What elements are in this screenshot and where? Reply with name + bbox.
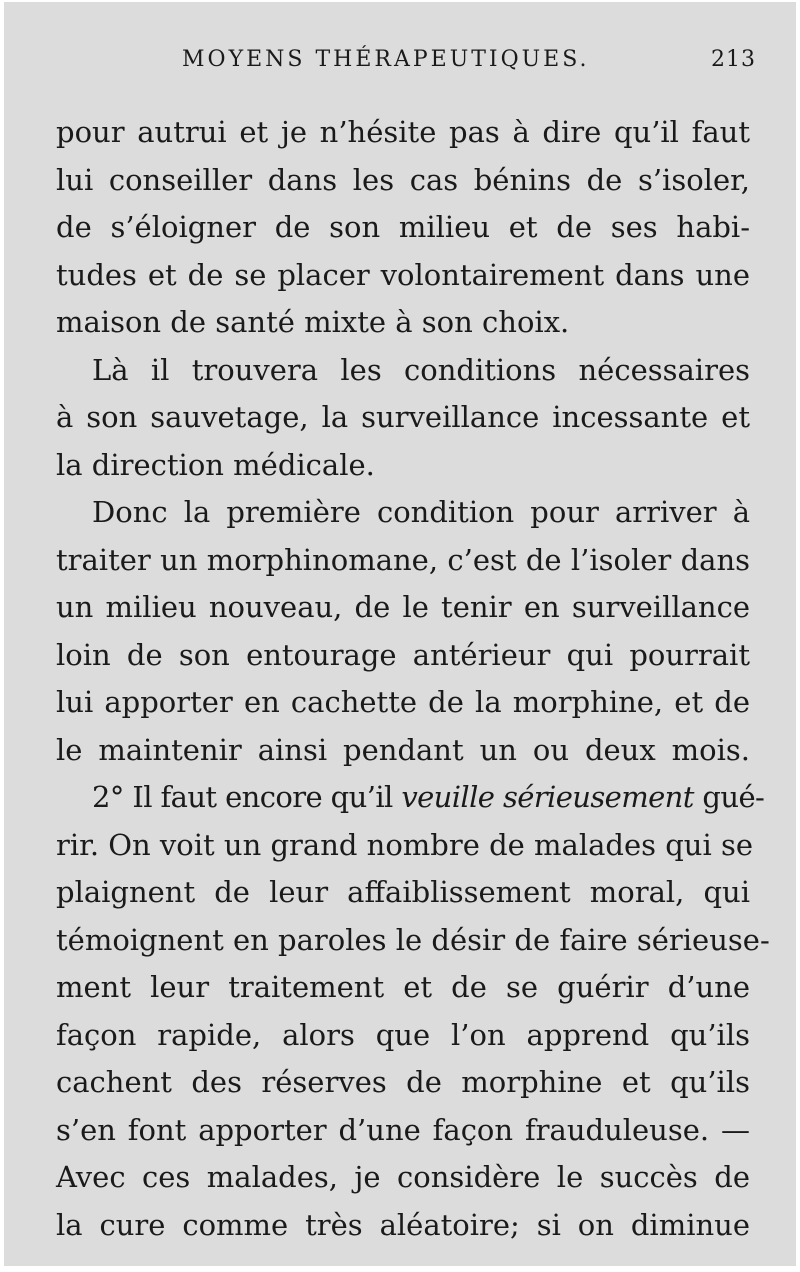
text-line: la cure comme très aléatoire; si on diminue [56, 1207, 750, 1242]
text-run: gué- [693, 780, 765, 814]
text-line: maison de santé mixte à son choix. [56, 305, 570, 339]
text-line: Donc la première condition pour arriver à [92, 495, 750, 529]
text-line: ment leur traitement et de se guérir d’une [56, 970, 750, 1004]
text-line: Avec ces malades, je considère le succès de [56, 1160, 750, 1194]
text-line: traiter un morphinomane, c’est de l’isoler dans [56, 542, 750, 577]
text-line: rir. On voit un grand nombre de malades qui se [56, 827, 754, 862]
text-line: lui conseiller dans les cas bénins de s’isoler, [56, 162, 750, 197]
text-line: s’en font apporter d’une façon frauduleuse. — [56, 1112, 750, 1147]
text-line: lui apporter en cachette de la morphine, et de [56, 685, 750, 719]
text-line: de s’éloigner de son milieu et de ses habi- [56, 210, 750, 244]
text-line: un milieu nouveau, de le tenir en surveillance [56, 590, 750, 624]
text-line: façon rapide, alors que l’on apprend qu’ils [56, 1017, 750, 1052]
body-text [56, 109, 770, 1249]
text-line: le maintenir ainsi pendant un ou deux mois. [56, 732, 750, 767]
text-line: témoignent en paroles le désir de faire sérieuse- [56, 922, 770, 957]
book-page [4, 2, 796, 1266]
italic-emphasis: veuille sérieusement [401, 780, 694, 814]
text-line: plaignent de leur affaiblissement moral, qui [56, 875, 750, 909]
text-line: la direction médicale. [56, 447, 375, 482]
text-line: cachent des réserves de morphine et qu’ils [56, 1065, 750, 1099]
text-line: pour autrui et je n’hésite pas à dire qu’il faut [56, 115, 750, 149]
text-line: Là il trouvera les conditions nécessaires [92, 352, 750, 387]
page-header [4, 40, 796, 80]
text-run: 2° Il faut encore qu’il [92, 780, 402, 814]
text-line: à son sauvetage, la surveillance incessante et [56, 400, 750, 434]
text-line: tudes et de se placer volontairement dans une [56, 257, 750, 292]
running-title: MOYENS THÉRAPEUTIQUES. [182, 47, 590, 72]
page-number: 213 [711, 47, 756, 72]
text-line [56, 774, 765, 822]
text-line: loin de son entourage antérieur qui pourrait [56, 637, 750, 672]
